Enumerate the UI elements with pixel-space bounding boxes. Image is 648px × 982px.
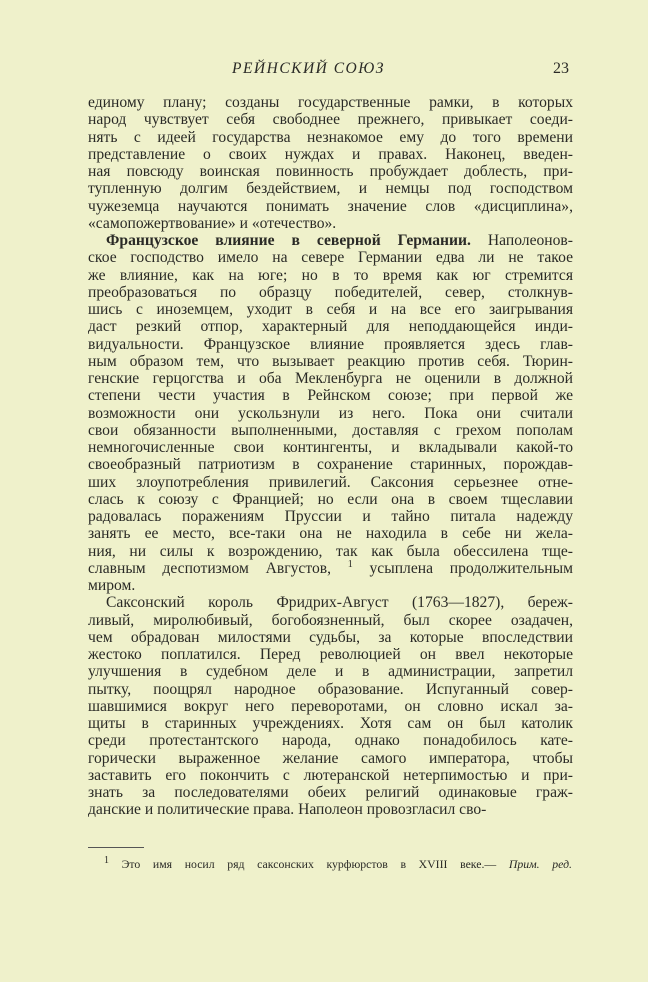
text-line: преобразоваться по образцу победителей, север, столкнув- [88,283,573,301]
footnote-divider [88,847,144,848]
text-line: горически выраженное желание самого императора, чтобы [88,749,573,767]
text-line: чужеземца научаются понимать значение слов «дисциплина», [88,197,573,215]
text-line [88,232,573,249]
text-line: жестоко поплатился. Перед революцией он ввел некоторые [88,646,573,663]
text-line: степени чести участия в Рейнском союзе; при первой же [88,387,573,405]
page-number: 23 [553,60,569,77]
text-line: немногочисленные свои контингенты, и вкладывали какой-то [88,439,573,456]
text-line: улучшения в судебном деле и в администрации, запретил [88,663,573,681]
text-line: же влияние, как на юге; но в то время как юг стремится [88,266,573,284]
text-line: представление о своих нуждах и правах. Наконец, введен- [88,145,573,163]
text-line: тупленную долгим бездействием, и немцы под господством [88,180,573,198]
text-line: ское господство имело на севере Германии едва ли не такое [88,249,573,267]
text-line [88,560,573,577]
body-text [88,94,573,819]
text-line: видуальности. Французское влияние проявляется здесь глав- [88,335,573,353]
footnote-marker: 1 [104,855,109,867]
text-run: Наполеонов- [470,232,573,249]
text-run: славным деспотизмом Августов, [88,559,332,577]
text-line: радовалась поражениям Пруссии и тайно питала надежду [88,508,573,525]
text-line: своеобразный патриотизм в сохранение старинных, порождав- [88,456,573,474]
text-line: слась к союзу с Францией; но если она в своем тщеславии [88,490,573,508]
text-line: свои обязанности выполненными, доставляя с грехом пополам [88,421,573,439]
text-line: занять ее место, все-таки она не находила в себе ни жела- [88,525,573,543]
text-line: знать за последователями обеих религий одинаковые граж- [88,784,573,801]
text-line: единому плану; созданы государственные рамки, в которых [88,94,573,111]
text-line: ным образом тем, что вызывает реакцию против себя. Тюрин- [88,352,573,370]
text-line: ная повсюду воинская повинность пробуждает доблесть, при- [88,163,573,180]
text-line: данские и политические права. Наполеон провозгласил сво- [88,801,487,819]
text-line: чем обрадован милостями судьбы, за которые впоследствии [88,628,573,646]
text-line: пытку, поощрял народное образование. Испуганный совер- [88,680,573,698]
text-line: Саксонский король Фридрих-Август (1763—1827), береж- [106,594,573,612]
text-line: ливый, миролюбивый, богобоязненный, был скорее озадачен, [88,611,573,629]
text-run: усыплена продолжительным [352,559,573,577]
footnote-reference: 1 [347,559,353,570]
text-line: ших злоупотребления привилегий. Саксония серьезнее отне- [88,473,573,491]
text-line: нять с идеей государства незнакомое ему до того времени [88,128,573,146]
text-line: даст резкий отпор, характерный для неподдающейся инди- [88,318,573,336]
text-line: заставить его покончить с лютеранской нетерпимостью и при- [88,766,573,784]
text-line: щиты в старинных учреждениях. Хотя сам он был католик [88,715,573,732]
text-line: шись с иноземцем, уходит в себя и на все его заигрывания [88,301,573,318]
text-line: генские герцогства и оба Мекленбурга не оценили в должной [88,370,573,387]
text-line: «самопожертвование» и «отечество». [88,214,337,232]
text-line: среди протестантского народа, однако понадобилось кате- [88,732,573,750]
text-line: народ чувствует себя свободнее прежнего, привыкает соеди- [88,111,573,129]
editor-note: Прим. ред. [508,857,572,871]
footnote-text: Это имя носил ряд саксонских курфюрстов в XVIII веке.— [109,857,509,871]
text-line: шавшимися вокруг него переворотами, он словно искал за- [88,697,573,715]
text-line: возможности они ускользнули из него. Пока они считали [88,404,573,422]
text-line: миром. [88,577,136,594]
section-heading: Французское влияние в северной Германии. [106,232,471,249]
footnote [104,856,572,872]
text-line: ния, ни силы к возрождению, так как была обессилена тще- [88,542,573,560]
running-header [0,60,648,82]
running-title: РЕЙНСКИЙ СОЮЗ [232,60,385,77]
